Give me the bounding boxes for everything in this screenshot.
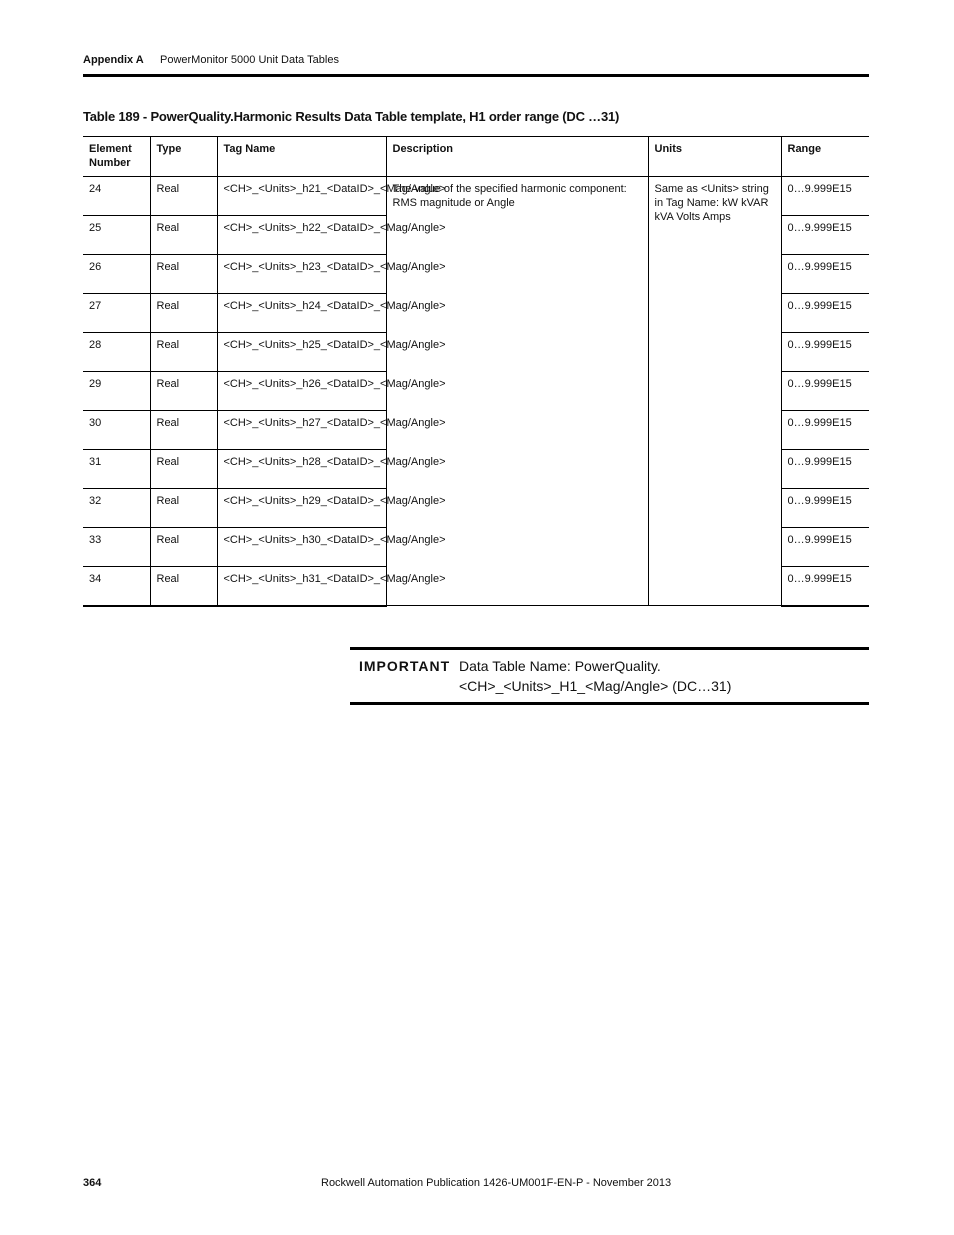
range-cell: 0…9.999E15 — [781, 255, 869, 294]
tag-name-cell: <CH>_<Units>_h23_<DataID>_<Mag/Angle> — [217, 255, 386, 294]
type-cell: Real — [150, 372, 217, 411]
appendix-label: Appendix A — [83, 54, 144, 66]
publication-info: Rockwell Automation Publication 1426-UM001F-EN-P - November 2013 — [321, 1177, 672, 1189]
column-header-description: Description — [386, 137, 648, 177]
element-number-cell: 31 — [83, 450, 150, 489]
type-cell: Real — [150, 255, 217, 294]
range-cell: 0…9.999E15 — [781, 528, 869, 567]
type-cell: Real — [150, 294, 217, 333]
tag-name-cell: <CH>_<Units>_h22_<DataID>_<Mag/Angle> — [217, 216, 386, 255]
type-cell: Real — [150, 528, 217, 567]
table-header-row — [83, 137, 869, 177]
type-cell: Real — [150, 177, 217, 216]
table-caption: Table 189 - PowerQuality.Harmonic Results Data Table template, H1 order range (DC …31) — [83, 109, 620, 124]
range-cell: 0…9.999E15 — [781, 489, 869, 528]
page-header — [83, 52, 869, 77]
element-number-cell: 28 — [83, 333, 150, 372]
element-number-cell: 25 — [83, 216, 150, 255]
tag-name-cell: <CH>_<Units>_h27_<DataID>_<Mag/Angle> — [217, 411, 386, 450]
column-header-type: Type — [150, 137, 217, 177]
element-number-cell: 33 — [83, 528, 150, 567]
tag-name-cell: <CH>_<Units>_h30_<DataID>_<Mag/Angle> — [217, 528, 386, 567]
element-number-cell: 34 — [83, 567, 150, 606]
type-cell: Real — [150, 450, 217, 489]
element-number-cell: 32 — [83, 489, 150, 528]
important-text: Data Table Name: PowerQuality.<CH>_<Units>_H1_<Mag/Angle> (DC…31) — [459, 658, 732, 694]
range-cell: 0…9.999E15 — [781, 567, 869, 606]
section-title: PowerMonitor 5000 Unit Data Tables — [160, 54, 339, 66]
range-cell: 0…9.999E15 — [781, 411, 869, 450]
units-cell: Same as <Units> string in Tag Name: kW kVAR kVA Volts Amps — [648, 177, 781, 606]
range-cell: 0…9.999E15 — [781, 333, 869, 372]
type-cell: Real — [150, 567, 217, 606]
range-cell: 0…9.999E15 — [781, 450, 869, 489]
range-cell: 0…9.999E15 — [781, 294, 869, 333]
description-cell: The value of the specified harmonic component: RMS magnitude or Angle — [386, 177, 648, 606]
type-cell: Real — [150, 216, 217, 255]
tag-name-cell: <CH>_<Units>_h21_<DataID>_<Mag/Angle> — [217, 177, 386, 216]
tag-name-cell: <CH>_<Units>_h28_<DataID>_<Mag/Angle> — [217, 450, 386, 489]
type-cell: Real — [150, 411, 217, 450]
element-number-cell: 30 — [83, 411, 150, 450]
type-cell: Real — [150, 489, 217, 528]
element-number-cell: 24 — [83, 177, 150, 216]
tag-name-cell: <CH>_<Units>_h26_<DataID>_<Mag/Angle> — [217, 372, 386, 411]
range-cell: 0…9.999E15 — [781, 177, 869, 216]
tag-name-cell: <CH>_<Units>_h24_<DataID>_<Mag/Angle> — [217, 294, 386, 333]
important-note — [350, 647, 869, 705]
column-header-units: Units — [648, 137, 781, 177]
tag-name-cell: <CH>_<Units>_h25_<DataID>_<Mag/Angle> — [217, 333, 386, 372]
range-cell: 0…9.999E15 — [781, 372, 869, 411]
column-header-element-number: Element Number — [83, 137, 150, 177]
element-number-cell: 29 — [83, 372, 150, 411]
page-number: 364 — [83, 1177, 102, 1189]
tag-name-cell: <CH>_<Units>_h29_<DataID>_<Mag/Angle> — [217, 489, 386, 528]
element-number-cell: 27 — [83, 294, 150, 333]
table-row — [83, 177, 869, 216]
tag-name-cell: <CH>_<Units>_h31_<DataID>_<Mag/Angle> — [217, 567, 386, 606]
range-cell: 0…9.999E15 — [781, 216, 869, 255]
harmonic-results-table — [83, 136, 869, 607]
column-header-range: Range — [781, 137, 869, 177]
element-number-cell: 26 — [83, 255, 150, 294]
important-label: IMPORTANT — [359, 658, 451, 674]
type-cell: Real — [150, 333, 217, 372]
column-header-tag-name: Tag Name — [217, 137, 386, 177]
